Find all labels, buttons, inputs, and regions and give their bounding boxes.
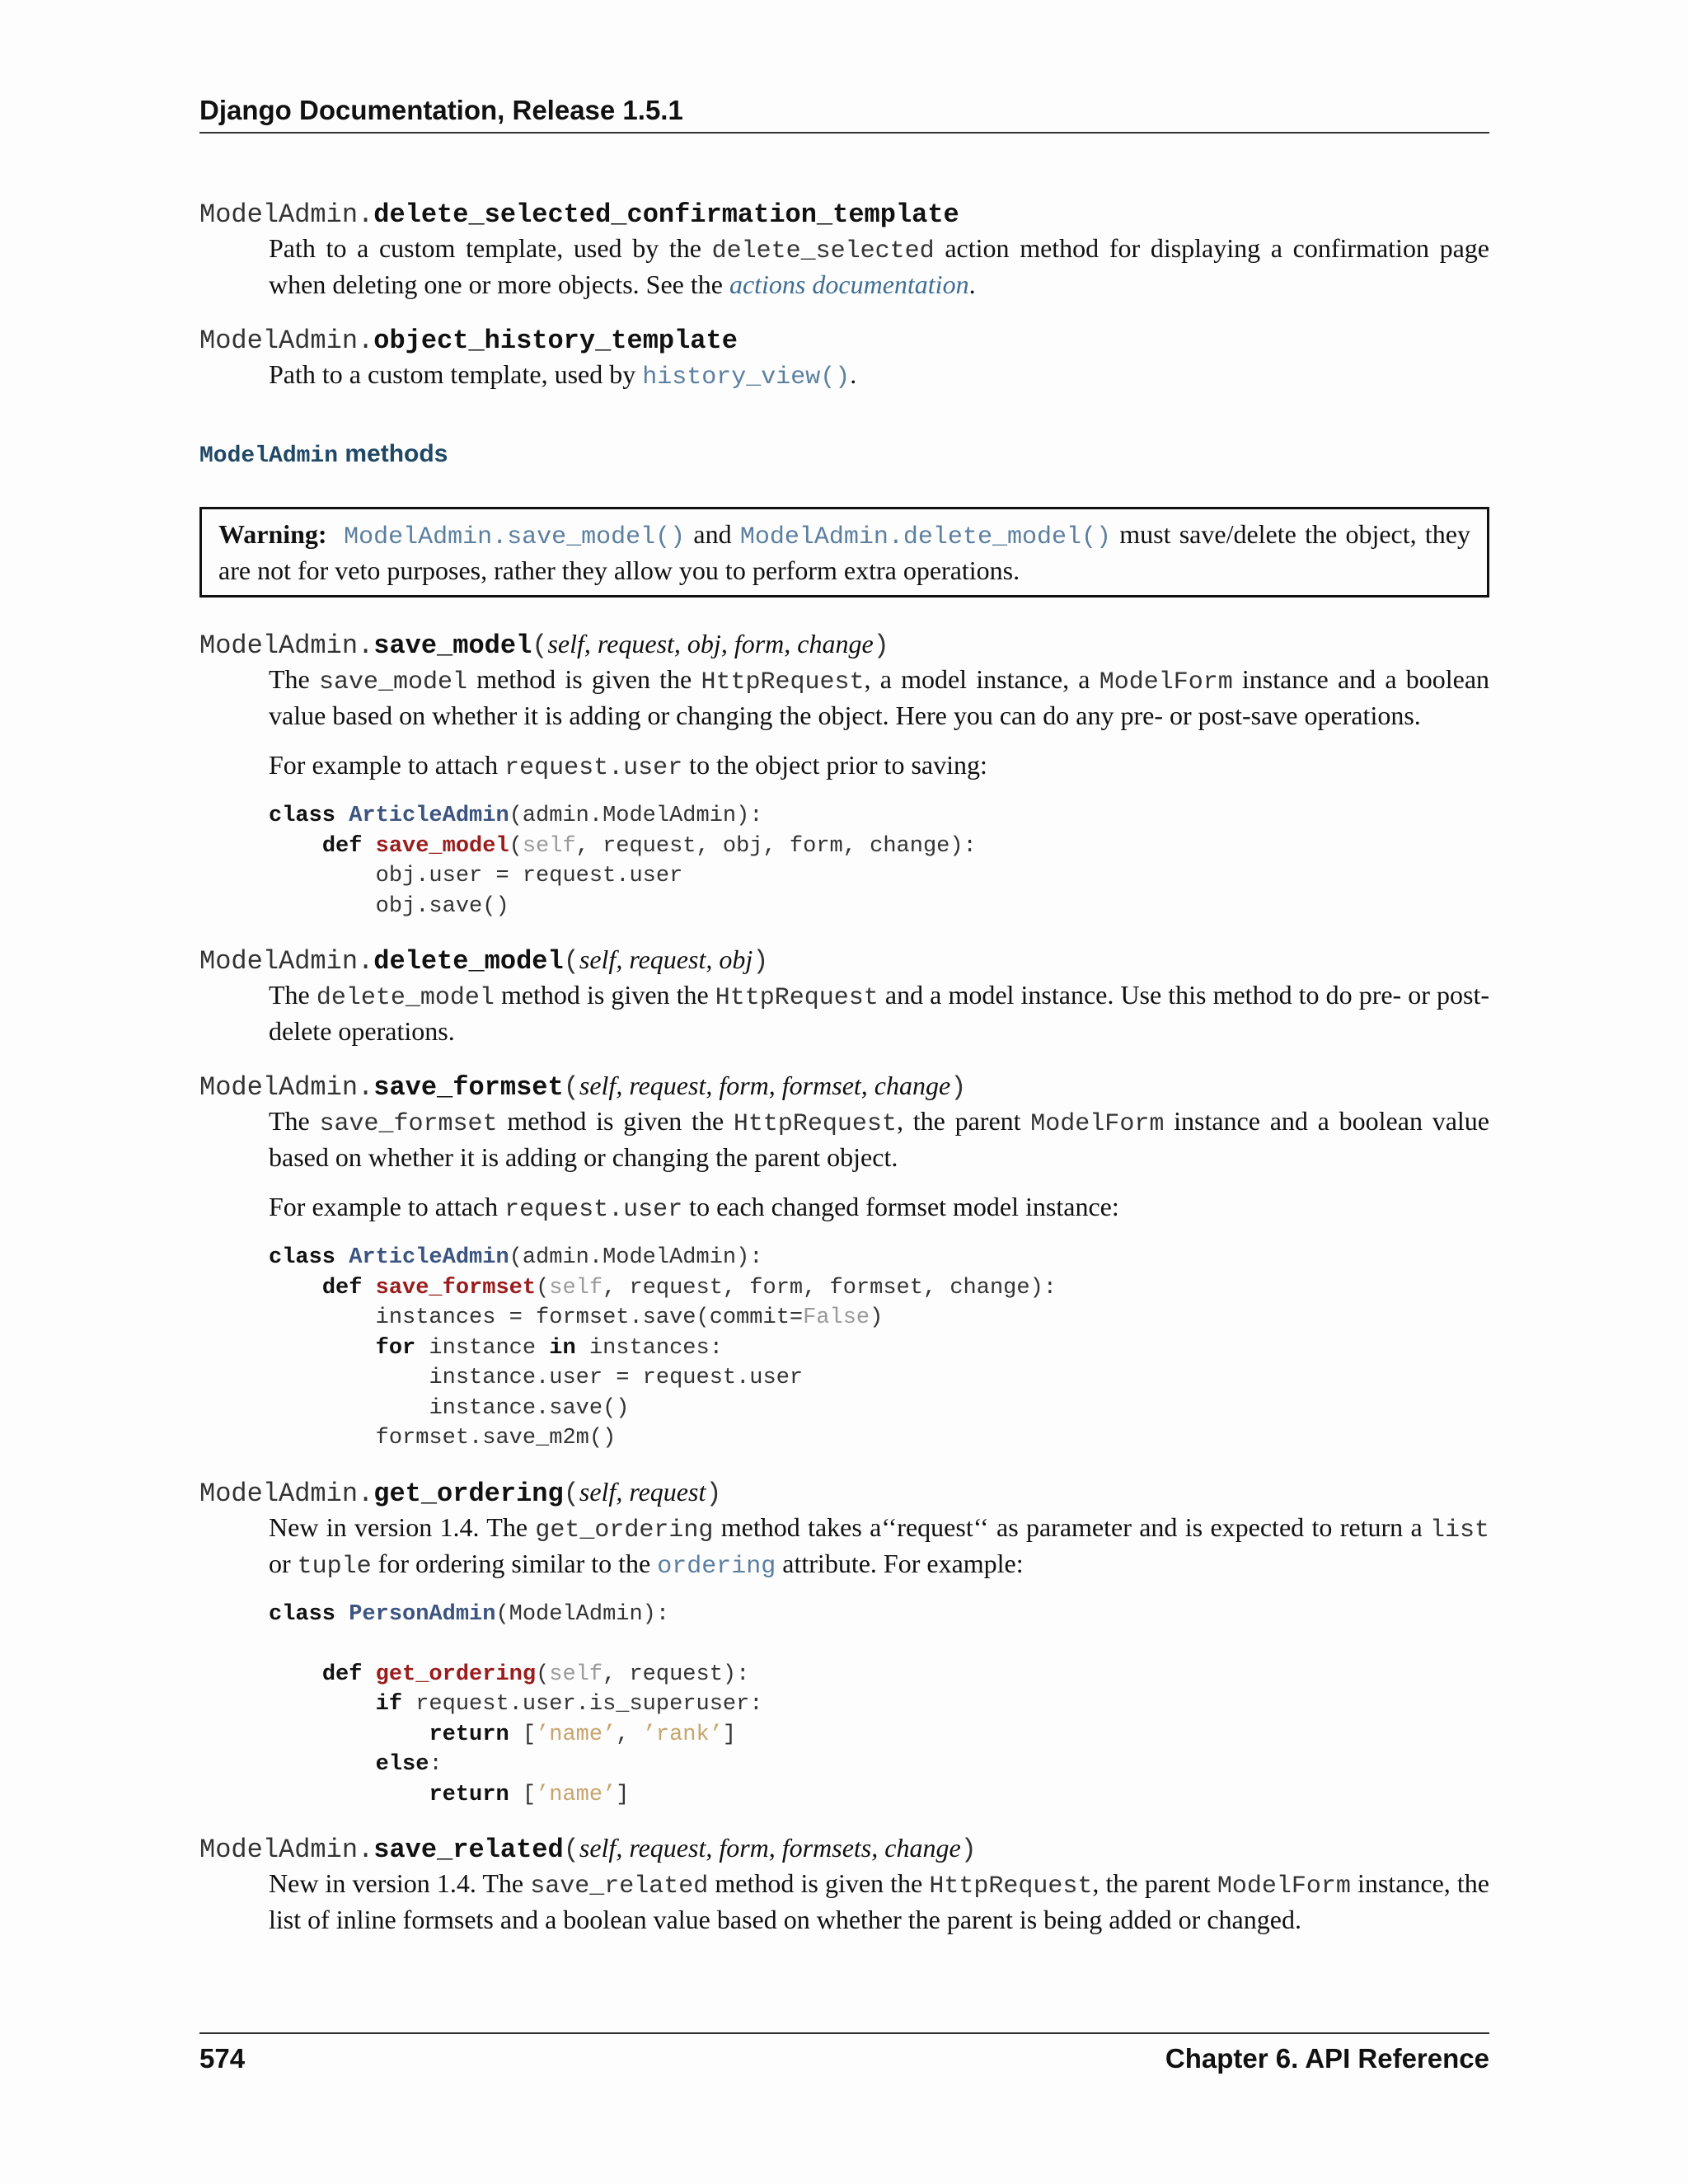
code-block-get-ordering: class PersonAdmin(ModelAdmin): def get_ordering(self, request): if request.user.is_superuser: return [’name’, ’rank’] else: return [’name’] xyxy=(269,1601,763,1807)
actions-documentation-link[interactable]: actions documentation xyxy=(729,269,969,299)
method-description: New in version 1.4. The get_ordering method takes a‘‘request‘‘ as parameter and is expected to return a list or tuple for ordering similar to the ordering attribute. For example: xyxy=(269,1511,1490,1581)
code-block-save-model: class ArticleAdmin(admin.ModelAdmin): def save_model(self, request, obj, form, change): obj.user = request.user obj.save() xyxy=(269,804,977,919)
method-signature: ModelAdmin.get_ordering(self, request) xyxy=(199,1476,722,1509)
attr-signature: ModelAdmin.delete_selected_confirmation_template xyxy=(199,199,959,230)
running-header: Django Documentation, Release 1.5.1 xyxy=(199,92,1489,134)
warning-box: Warning: ModelAdmin.save_model() and ModelAdmin.delete_model() must save/delete the object, they are not for veto purposes, rather they allow you to perform extra operations. xyxy=(199,507,1489,598)
method-save-formset xyxy=(199,1069,1489,1454)
attr-description: Path to a custom template, used by history_view(). xyxy=(269,359,857,391)
code-block-save-formset: class ArticleAdmin(admin.ModelAdmin): def save_formset(self, request, form, formset, change): instances = formset.save(commit=False) for instance in instances: instance.user = request.user instance.save() formset.save_m2m() xyxy=(269,1245,1057,1451)
chapter-title: Chapter 6. API Reference xyxy=(1165,2043,1489,2074)
page-number: 574 xyxy=(199,2043,246,2074)
ordering-link[interactable]: ordering xyxy=(657,1552,776,1581)
method-description: New in version 1.4. The save_related method is given the HttpRequest, the parent ModelForm instance, the list of inline formsets and a boolean value based on whether the parent is being added or changed. xyxy=(269,1868,1490,1934)
method-get-ordering xyxy=(199,1475,1489,1811)
attr-description: Path to a custom template, used by the delete_selected action method for displaying a confirmation page when deleting one or more objects. See the actions documentation. xyxy=(269,233,1490,299)
warning-label: Warning: xyxy=(218,519,327,549)
page-content xyxy=(199,196,1489,1957)
page-footer xyxy=(199,2032,1489,2077)
method-description: The save_model method is given the HttpRequest, a model instance, a ModelForm instance and a boolean value based on whether it is adding or changing the object. Here you can do any pre- or post-save operations. For example to attach request.user to the object prior to saving: xyxy=(269,664,1490,782)
attr-delete-selected-confirmation-template xyxy=(199,196,1489,301)
method-save-model xyxy=(199,627,1489,921)
method-delete-model xyxy=(199,943,1489,1047)
save-model-link[interactable]: ModelAdmin.save_model() xyxy=(344,523,686,551)
method-signature: ModelAdmin.save_related(self, request, form, formsets, change) xyxy=(199,1833,977,1865)
method-signature: ModelAdmin.save_model(self, request, obj, form, change) xyxy=(199,629,889,661)
method-signature: ModelAdmin.save_formset(self, request, form, formset, change) xyxy=(199,1071,967,1103)
section-heading-modeladmin-methods: ModelAdmin methods xyxy=(199,440,448,469)
delete-model-link[interactable]: ModelAdmin.delete_model() xyxy=(739,523,1111,551)
method-description: The delete_model method is given the HttpRequest and a model instance. Use this method to do pre- or post-delete operations. xyxy=(269,980,1490,1046)
method-save-related xyxy=(199,1831,1489,1936)
history-view-link[interactable]: history_view() xyxy=(642,363,851,391)
attr-signature: ModelAdmin.object_history_template xyxy=(199,326,738,356)
document-page xyxy=(199,0,1489,2184)
attr-object-history-template xyxy=(199,322,1489,394)
method-signature: ModelAdmin.delete_model(self, request, obj) xyxy=(199,944,769,977)
method-description: The save_formset method is given the HttpRequest, the parent ModelForm instance and a boolean value based on whether it is adding or changing the parent object. For example to attach request.user to each changed formset model instance: xyxy=(269,1106,1489,1224)
